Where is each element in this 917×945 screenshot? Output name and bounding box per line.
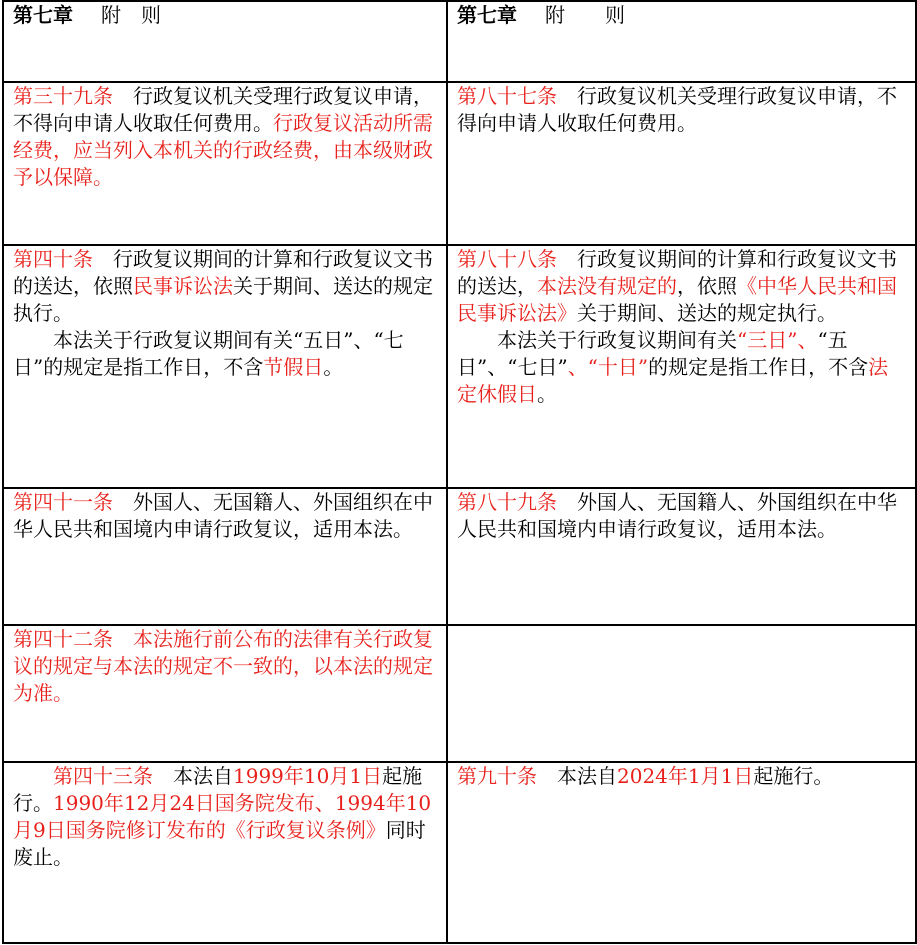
- highlighted-text: “三日”、: [737, 328, 818, 352]
- article-43-cell: [3, 762, 447, 943]
- article-text: [13, 763, 438, 871]
- article-text: [13, 626, 438, 707]
- chapter-label: 第七章: [457, 3, 517, 27]
- text-segment: 本法自: [537, 764, 617, 788]
- table-row: [3, 762, 916, 943]
- article-text: [13, 83, 438, 191]
- highlighted-text: 第八十七条: [457, 84, 557, 108]
- table-row: [3, 82, 916, 245]
- highlighted-text: 民事诉讼法: [133, 274, 233, 298]
- article-text: [13, 246, 438, 327]
- text-segment: 外国人、无国籍人、外国组织在中华人民共和国境内申请行政复议，适用本法。: [457, 490, 897, 541]
- highlighted-text: 第四十二条 本法施行前公布的法律有关行政复议的规定与本法的规定不一致的，以本法的规定为准。: [13, 627, 433, 705]
- highlighted-text: 行政复议活动所需经费，应当列入本机关的行政经费，由本级财政予以保障。: [13, 111, 433, 189]
- article-39-cell: [3, 82, 447, 245]
- text-segment: 关于期间、送达的规定执行。: [13, 274, 433, 325]
- article-text: [457, 246, 907, 327]
- article-87-cell: [447, 82, 916, 245]
- text-segment: 同时废止。: [13, 818, 426, 869]
- text-segment: ，依照: [677, 274, 737, 298]
- article-42-cell: [3, 625, 447, 762]
- text-segment: 。: [323, 355, 344, 379]
- highlighted-text: 第八十八条: [457, 247, 557, 271]
- highlighted-text: 第四十一条: [13, 490, 113, 514]
- article-text: [457, 83, 907, 137]
- empty-cell: [447, 625, 916, 762]
- highlighted-text: 法定休假日: [457, 355, 889, 406]
- text-segment: 的规定是指工作日，不含: [648, 355, 869, 379]
- header-left: [3, 1, 447, 82]
- article-text: [457, 489, 907, 543]
- highlighted-text: 第四十条: [13, 247, 93, 271]
- text-segment: 行政复议机关受理行政复议申请，不得向申请人收取任何费用。: [457, 84, 897, 135]
- highlighted-text: 节假日: [263, 355, 324, 379]
- table-row: [3, 245, 916, 488]
- law-comparison-table: [2, 0, 917, 944]
- text-segment: “五日”、“七日”: [457, 328, 848, 379]
- highlighted-text: 本法没有规定的: [537, 274, 677, 298]
- text-segment: 本法自: [153, 764, 233, 788]
- header-right: [447, 1, 916, 82]
- table-row: [3, 1, 916, 82]
- article-text-p2: [457, 327, 907, 408]
- text-segment: 本法关于行政复议期间有关: [497, 328, 737, 352]
- table-row: [3, 488, 916, 625]
- table-row: [3, 625, 916, 762]
- text-segment: 起施行。: [13, 764, 423, 815]
- chapter-label: 第七章: [13, 3, 73, 27]
- highlighted-text: 、“十日”: [567, 355, 649, 379]
- highlighted-text: 第八十九条: [457, 490, 557, 514]
- text-segment: 行政复议期间的计算和行政复议文书的送达，依照: [13, 247, 433, 298]
- article-41-cell: [3, 488, 447, 625]
- chapter-title: 附 则: [545, 3, 625, 27]
- highlighted-text: 第四十三条: [53, 764, 153, 788]
- text-segment: 行政复议期间的计算和行政复议文书的送达，: [457, 247, 897, 298]
- article-text: [457, 763, 907, 790]
- text-segment: 本法关于行政复议期间有关“五日”、“七日”的规定是指工作日，不含: [13, 328, 404, 379]
- highlighted-text: 第三十九条: [13, 84, 113, 108]
- highlighted-text: 第九十条: [457, 764, 537, 788]
- highlighted-text: 1990年12月24日国务院发布、1994年10月9日国务院修订发布的《行政复议条例》: [13, 791, 432, 842]
- highlighted-text: 2024年1月1日: [617, 764, 754, 788]
- chapter-title: 附 则: [101, 3, 161, 27]
- text-segment: 行政复议机关受理行政复议申请，不得向申请人收取任何费用。: [13, 84, 433, 135]
- text-segment: 。: [537, 382, 557, 406]
- text-segment: 外国人、无国籍人、外国组织在中华人民共和国境内申请行政复议，适用本法。: [13, 490, 433, 541]
- highlighted-text: 《中华人民共和国民事诉讼法》: [457, 274, 897, 325]
- article-text-p2: [13, 327, 438, 381]
- article-90-cell: [447, 762, 916, 943]
- text-segment: 起施行。: [753, 764, 834, 788]
- article-text: [13, 489, 438, 543]
- article-89-cell: [447, 488, 916, 625]
- highlighted-text: 1999年10月1日: [233, 764, 383, 788]
- text-segment: 关于期间、送达的规定执行。: [577, 301, 837, 325]
- article-40-cell: [3, 245, 447, 488]
- article-88-cell: [447, 245, 916, 488]
